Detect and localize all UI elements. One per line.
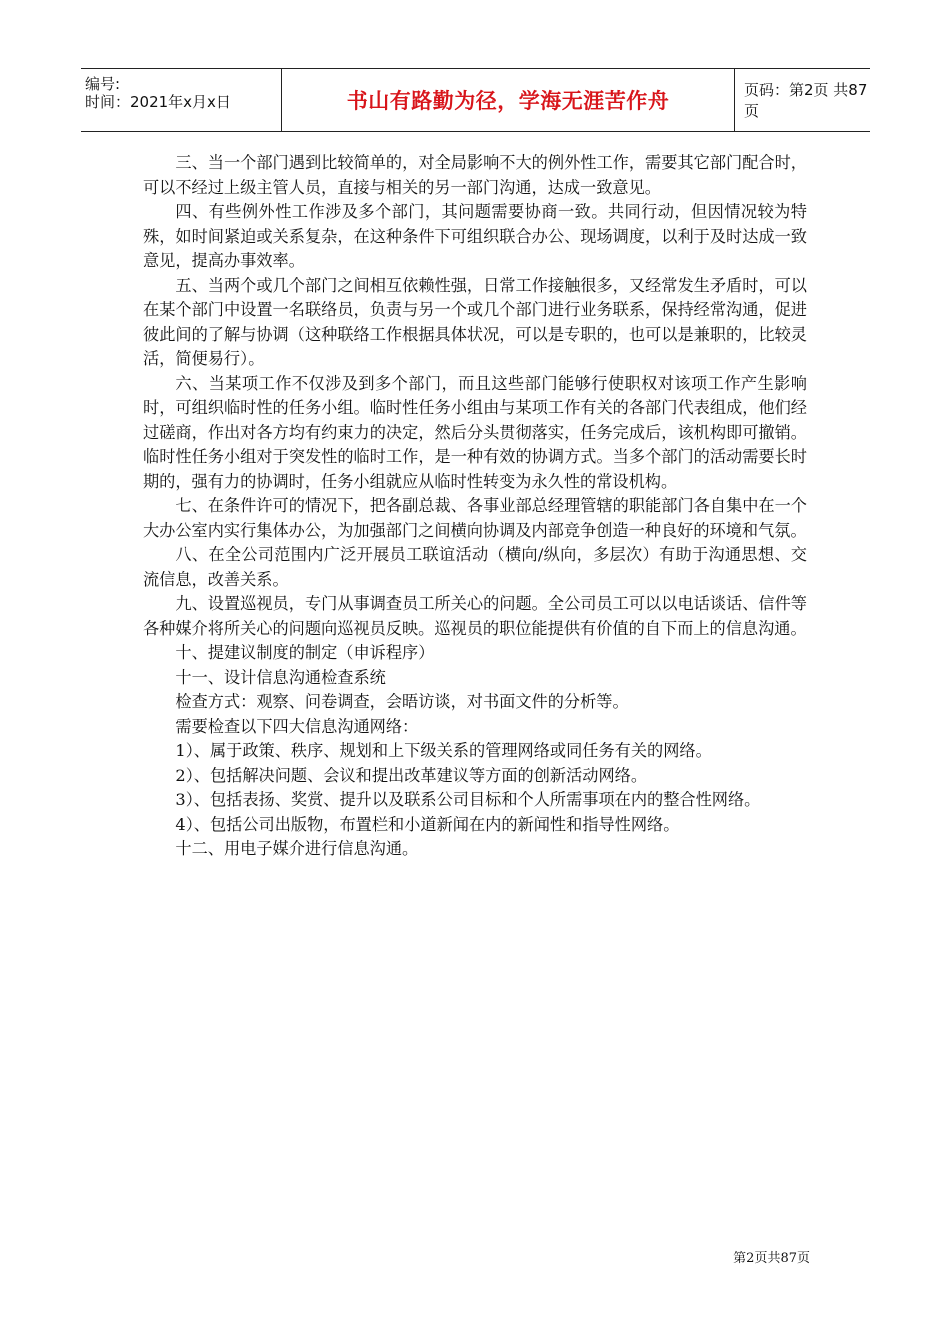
paragraph: 九、设置巡视员，专门从事调查员工所关心的问题。全公司员工可以以电话谈话、信件等各种媒介将所关心的问题向巡视员反映。巡视员的职位能提供有价值的自下而上的信息沟通。 — [143, 594, 807, 638]
paragraph: 五、当两个或几个部门之间相互依赖性强，日常工作接触很多，又经常发生矛盾时，可以在某个部门中设置一名联络员，负责与另一个或几个部门进行业务联系，保持经常沟通，促进彼此间的了解与协调（这种联络工作根据具体状况，可以是专职的，也可以是兼职的，比较灵活，简便易行）。 — [143, 275, 807, 368]
document-body — [143, 151, 807, 862]
paragraph: 六、当某项工作不仅涉及到多个部门，而且这些部门能够行使职权对该项工作产生影响时，可组织临时性的任务小组。临时性任务小组由与某项工作有关的各部门代表组成，他们经过磋商，作出对各方均有约束力的决定，然后分头贯彻落实，任务完成后，该机构即可撤销。临时性任务小组对于突发性的临时工作，是一种有效的协调方式。当多个部门的活动需要长时期的，强有力的协调时，任务小组就应从临时性转变为永久性的常设机构。 — [143, 373, 807, 491]
paragraph: 检查方式：观察、问卷调查，会晤访谈，对书面文件的分析等。 — [175, 692, 629, 711]
header-page-number: 页码：第2页 共87页 — [744, 81, 868, 120]
paragraph: 三、当一个部门遇到比较简单的，对全局影响不大的例外性工作，需要其它部门配合时，可以不经过上级主管人员，直接与相关的另一部门沟通，达成一致意见。 — [143, 153, 807, 197]
paragraph: 八、在全公司范围内广泛开展员工联谊活动（横向/纵向，多层次）有助于沟通思想、交流信息，改善关系。 — [143, 545, 807, 589]
paragraph: 十一、设计信息沟通检查系统 — [175, 667, 386, 687]
paragraph: 七、在条件许可的情况下，把各副总裁、各事业部总经理管辖的职能部门各自集中在一个大办公室内实行集体办公，为加强部门之间横向协调及内部竞争创造一种良好的环境和气氛。 — [143, 496, 807, 540]
list-item: 2）、包括解决问题、会议和提出改革建议等方面的创新活动网络。 — [175, 765, 648, 785]
page-header — [81, 68, 870, 132]
motto-text: 书山有路勤为径，学海无涯苦作舟 — [346, 89, 670, 113]
header-meta — [81, 69, 281, 131]
paragraph: 十、提建议制度的制定（申诉程序） — [175, 643, 435, 662]
paragraph: 十二、用电子媒介进行信息沟通。 — [175, 839, 419, 858]
document-date-label: 时间：2021年x月x日 — [85, 93, 231, 111]
page-footer: 第2页共87页 — [733, 1251, 810, 1266]
header-motto — [281, 69, 735, 131]
paragraph: 需要检查以下四大信息沟通网络： — [175, 716, 419, 736]
list-item: 1）、属于政策、秩序、规划和上下级关系的管理网络或同任务有关的网络。 — [175, 741, 712, 760]
document-number-label: 编号: — [85, 75, 121, 93]
list-item: 3）、包括表扬、奖赏、提升以及联系公司目标和个人所需事项在内的整合性网络。 — [175, 790, 761, 809]
list-item: 4）、包括公司出版物，布置栏和小道新闻在内的新闻性和指导性网络。 — [175, 814, 680, 834]
paragraph: 四、有些例外性工作涉及多个部门，其问题需要协商一致。共同行动，但因情况较为特殊，如时间紧迫或关系复杂，在这种条件下可组织联合办公、现场调度，以利于及时达成一致意见，提高办事效率。 — [143, 202, 807, 270]
